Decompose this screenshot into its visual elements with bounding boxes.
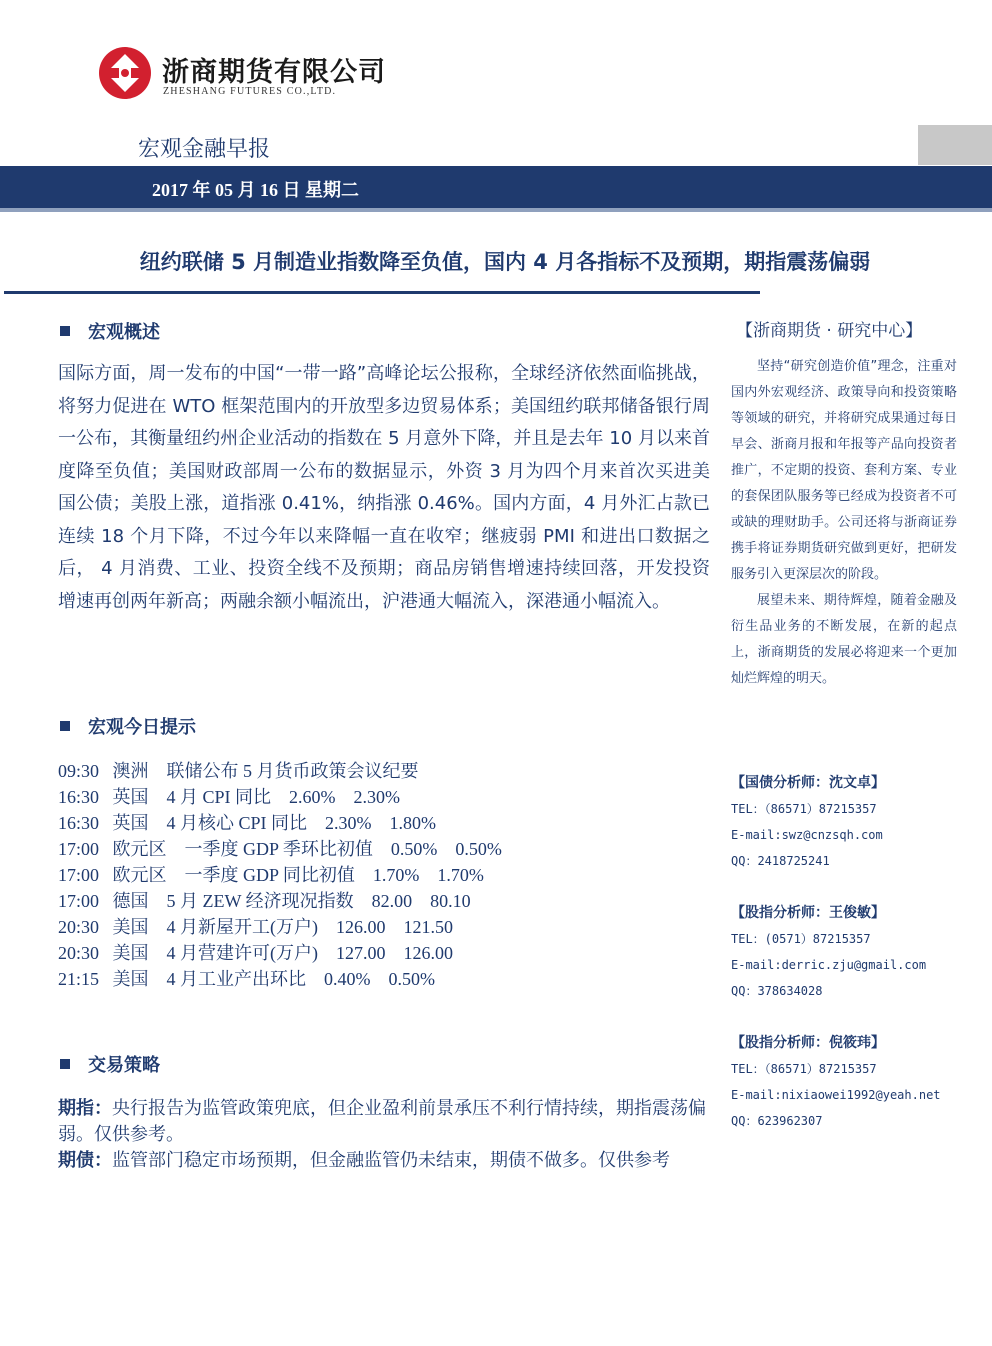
date-bar-shadow	[0, 208, 992, 212]
analyst-header: 【国债分析师：沈文卓】	[731, 775, 885, 791]
strategy-item-index-futures	[58, 1096, 710, 1148]
calendar-row: 17:00 欧元区 一季度 GDP 季环比初值 0.50% 0.50%	[58, 839, 502, 859]
sidebar-intro	[731, 354, 957, 692]
company-name-en: ZHESHANG FUTURES CO.,LTD.	[163, 86, 337, 97]
analyst-card	[731, 770, 971, 874]
analyst-tel: TEL：（86571）87215357	[731, 802, 877, 816]
header-grey-block	[918, 125, 992, 165]
calendar-row: 20:30 美国 4 月新屋开工(万户) 126.00 121.50	[58, 917, 453, 937]
analyst-card	[731, 900, 971, 1004]
report-date: 2017 年 05 月 16 日 星期二	[152, 180, 359, 200]
analyst-email: E-mail:nixiaowei1992@yeah.net	[731, 1088, 941, 1102]
report-type: 宏观金融早报	[138, 137, 271, 162]
strategy-text: 央行报告为监管政策兜底，但企业盈利前景承压不利行情持续，期指震荡偏弱。仅供参考。	[58, 1098, 706, 1145]
analyst-header: 【股指分析师：倪筱玮】	[731, 1035, 885, 1051]
strategy-title-text: 交易策略	[88, 1055, 160, 1076]
strategy-label: 期债：	[58, 1150, 112, 1171]
strategy-item-bond-futures	[58, 1148, 710, 1174]
square-bullet-icon	[60, 721, 70, 731]
sidebar-intro-paragraph: 展望未来、期待辉煌，随着金融及衍生品业务的不断发展，在新的起点上，浙商期货的发展必将迎来一个更加灿烂辉煌的明天。	[731, 593, 957, 686]
calendar-row: 09:30 澳洲 联储公布 5 月货币政策会议纪要	[58, 761, 419, 781]
calendar-row: 16:30 英国 4 月 CPI 同比 2.60% 2.30%	[58, 787, 400, 807]
calendar-row: 17:00 德国 5 月 ZEW 经济现况指数 82.00 80.10	[58, 891, 471, 911]
analyst-tel: TEL：（86571）87215357	[731, 1062, 877, 1076]
analyst-email: E-mail:derric.zju@gmail.com	[731, 958, 927, 972]
strategy-text: 监管部门稳定市场预期，但金融监管仍未结束，期债不做多。仅供参考	[112, 1150, 670, 1171]
calendar-row: 16:30 英国 4 月核心 CPI 同比 2.30% 1.80%	[58, 813, 436, 833]
analyst-card	[731, 1030, 971, 1134]
sidebar-intro-paragraph: 坚持“研究创造价值”理念，注重对国内外宏观经济、政策导向和投资策略等领域的研究，并将研究成果通过每日早会、浙商月报和年报等产品向投资者推广，不定期的投资、套利方案、专业的套保团队服务等已经成为投资者不可或缺的理财助手。公司还将与浙商证券携手将证券期货研究做到更好，把研发服务引入更深层次的阶段。	[731, 359, 957, 582]
strategy-label: 期指：	[58, 1098, 112, 1119]
analyst-header: 【股指分析师：王俊敏】	[731, 905, 885, 921]
headline-divider	[4, 291, 760, 294]
calendar-row: 17:00 欧元区 一季度 GDP 同比初值 1.70% 1.70%	[58, 865, 484, 885]
section-title-overview	[60, 318, 160, 344]
square-bullet-icon	[60, 326, 70, 336]
analyst-tel: TEL：(0571）87215357	[731, 932, 871, 946]
date-bar	[0, 166, 992, 208]
section-title-calendar	[60, 713, 196, 739]
overview-title-text: 宏观概述	[88, 322, 160, 343]
overview-paragraph: 国际方面，周一发布的中国“一带一路”高峰论坛公报称，全球经济依然面临挑战，将努力促进在 WTO 框架范围内的开放型多边贸易体系；美国纽约联邦储备银行周一公布，其衡量纽约州企业活动的指数在 5 月意外下降，并且是去年 10 月以来首度降至负值；美国财政部周一公布的数据显示，外资 3 月为四个月来首次买进美国公债；美股上涨，道指涨 0.41%，纳指涨 0.46%。国内方面，4 月外汇占款已连续 18 个月下降，不过今年以来降幅一直在收窄；继疲弱 PMI 和进出口数据之后， 4 月消费、工业、投资全线不及预期；商品房销售增速持续回落，开发投资增速再创两年新高；两融余额小幅流出，沪港通大幅流入，深港通小幅流入。	[58, 363, 710, 612]
calendar-row: 20:30 美国 4 月营建许可(万户) 127.00 126.00	[58, 943, 453, 963]
company-logo	[98, 46, 152, 100]
calendar-list	[58, 758, 698, 992]
sidebar-title: 【浙商期货 · 研究中心】	[736, 321, 923, 341]
analyst-email: E-mail:swz@cnzsqh.com	[731, 828, 883, 842]
square-bullet-icon	[60, 1059, 70, 1069]
analyst-qq: QQ：378634028	[731, 984, 823, 998]
analyst-qq: QQ：2418725241	[731, 854, 830, 868]
calendar-title-text: 宏观今日提示	[88, 717, 196, 738]
calendar-row: 21:15 美国 4 月工业产出环比 0.40% 0.50%	[58, 969, 435, 989]
section-title-strategy	[60, 1051, 160, 1077]
company-name-cn: 浙商期货有限公司	[162, 57, 386, 88]
analyst-qq: QQ：623962307	[731, 1114, 823, 1128]
headline: 纽约联储 5 月制造业指数降至负值，国内 4 月各指标不及预期，期指震荡偏弱	[139, 250, 871, 274]
